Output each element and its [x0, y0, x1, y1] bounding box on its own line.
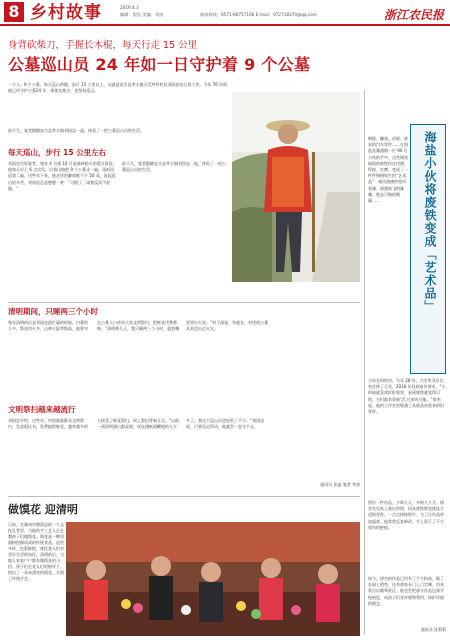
article-kicker: 身背砍柴刀，手握长木棍，每天行走 15 公里 [8, 40, 198, 51]
bottom-title: 做馍花 迎清明 [8, 503, 78, 516]
article-para-civilized: 刘国忠介绍，这些年，村里鼓励群众文明祭扫，发放倡议书，免费提供鲜花，越来越多的人接受了鲜花祭扫、网上祭扫等新方式。“以前一到清明满山都是烟，现在烧纸放鞭炮的人少多了，我这个巡山员也轻松了不少。”刘国忠说，只要还走得动，他就会一直守下去。 [8, 418, 265, 430]
divider [8, 302, 360, 303]
masthead-editor: 编辑：倪佳 美编：刘南 [120, 12, 164, 17]
article-intro-2: 前不久，笔者跟随安吉县孝丰镇刘国忠一起，体验了一把公墓巡山员的生活。 [8, 128, 144, 133]
article-photo [232, 92, 360, 282]
side-article-title: 海盐小伙将废铁变成「艺术品」 [423, 131, 437, 313]
side-intro: 钢筋、螺丝、齿轮、废弃的汽车零件……在海盐县澉浦镇一位 90 后小伙的手中，这些锈迹斑斑的废铁经过切割、焊接、打磨，变成了一件件栩栩如生的“艺术品”：威风凛凛的变形金刚、展翅欲飞的雄鹰、憨态可掬的熊猫…… [368, 136, 408, 204]
article-intro: 一个人，9 个公墓，每天巡山两趟，步行 15 公里以上，这就是安吉县孝丰镇天荒坪村村民刘国忠的日常工作。今年 76 岁的他已经守护公墓24 年，即使在除夕，也坚持巡山。 [8, 82, 228, 94]
newspaper-logo: 浙江农民报 [383, 8, 444, 22]
bottom-byline [300, 636, 360, 640]
article-byline: 通讯员 张盈 笔者 李涛 [320, 482, 360, 487]
subhead-qingming: 清明期间，只睡两三个小时 [8, 307, 98, 316]
side-para-3: 如今，徐杰的作品已经有了不少粉丝，除了在网上销售，还有商家专门上门定制，用来装点店铺和景区。他也会把部分作品送到学校展览，向孩子们宣传废物利用、保护环境的理念。 [368, 576, 444, 606]
masthead-date: 2019.4.3 [120, 5, 139, 10]
children-making-flowers-image [66, 522, 360, 636]
article-para-patrol-cont: 前不久，笔者跟随安吉县孝丰镇刘国忠一起，体验了一把公墓巡山员的生活。 [122, 161, 226, 173]
article-para-patrol: 刘国忠告诉笔者，每年 4 月到 10 月是森林防火的重点时段。他每天早上 6 点出发，沿着山路把 9 个公墓走一遍，再折回巡第二遍。这些年下来，他走坏的解放鞋不下 50 双。说起巡山的辛苦，刘国忠总是憨憨一笑：“习惯了，闲着反而不舒服。” [8, 161, 117, 191]
article-para-qingming: 每年清明前后是刘国忠最忙碌的时候。扫墓的人多，祭祀用火多，山林火险等级高，他要守在公墓入口劝导大家文明祭扫，把鲜花代替香烛。“清明那几天，我只睡两三个小时，就怕哪里冒出火星。”村干部说，有他在，村里的公墓从来没出过火灾。 [8, 320, 269, 332]
bottom-divider [8, 496, 360, 497]
side-title-box [410, 124, 446, 374]
bottom-caption: 日前，在湖州市德清县的一个文化礼堂里，当地的手工艺人正在教孩子们做馍花。馍花是一种用面粉捏制而成的传统食品，造型多样、色彩鲜艳，寄托着人们对美好生活的向往。清明前后，当地人家家户户都有做馍花的习俗。孩子们在老人们的指导下，捏出了一朵朵漂亮的馍花，学到了传统手艺。 [8, 522, 64, 581]
subhead-civilized: 文明祭扫越来越流行 [8, 405, 76, 414]
header-rule [0, 24, 450, 26]
masthead-contact: 新闻热线：0571-86757166 E-mail：972718370@qq.com [200, 12, 317, 17]
page-number: 8 [4, 2, 24, 22]
bottom-photo [66, 522, 360, 636]
article-headline: 公墓巡山员 24 年如一日守护着 9 个公墓 [8, 55, 311, 74]
subhead-patrol: 每天巡山，步行 15 公里左右 [8, 148, 107, 157]
column-divider [364, 90, 365, 635]
side-para-2: 创作一件作品，少则几天，多则几个月。徐杰先在纸上画出草图，再从废铁堆里挑选合适的零件，一点点拼接焊牢。为了让作品更加逼真，他常常反复修改，手上留下了不少烫伤的疤痕。 [368, 500, 444, 530]
man-with-stick-image [232, 92, 360, 282]
section-title: 乡村故事 [30, 3, 102, 23]
side-byline: 通讯员 沈莉莉 [420, 627, 446, 632]
side-para-1: 小伙名叫徐杰，今年 28 岁，大学毕业后在外打拼了几年，2016 年回到家乡创业。“小时候就喜欢拆拆装装，看到废铁就觉得可惜，它们都有重新‘活’过来的可能。”徐杰说，他的工作室里堆满了从废品站收来的旧零件。 [368, 378, 446, 415]
